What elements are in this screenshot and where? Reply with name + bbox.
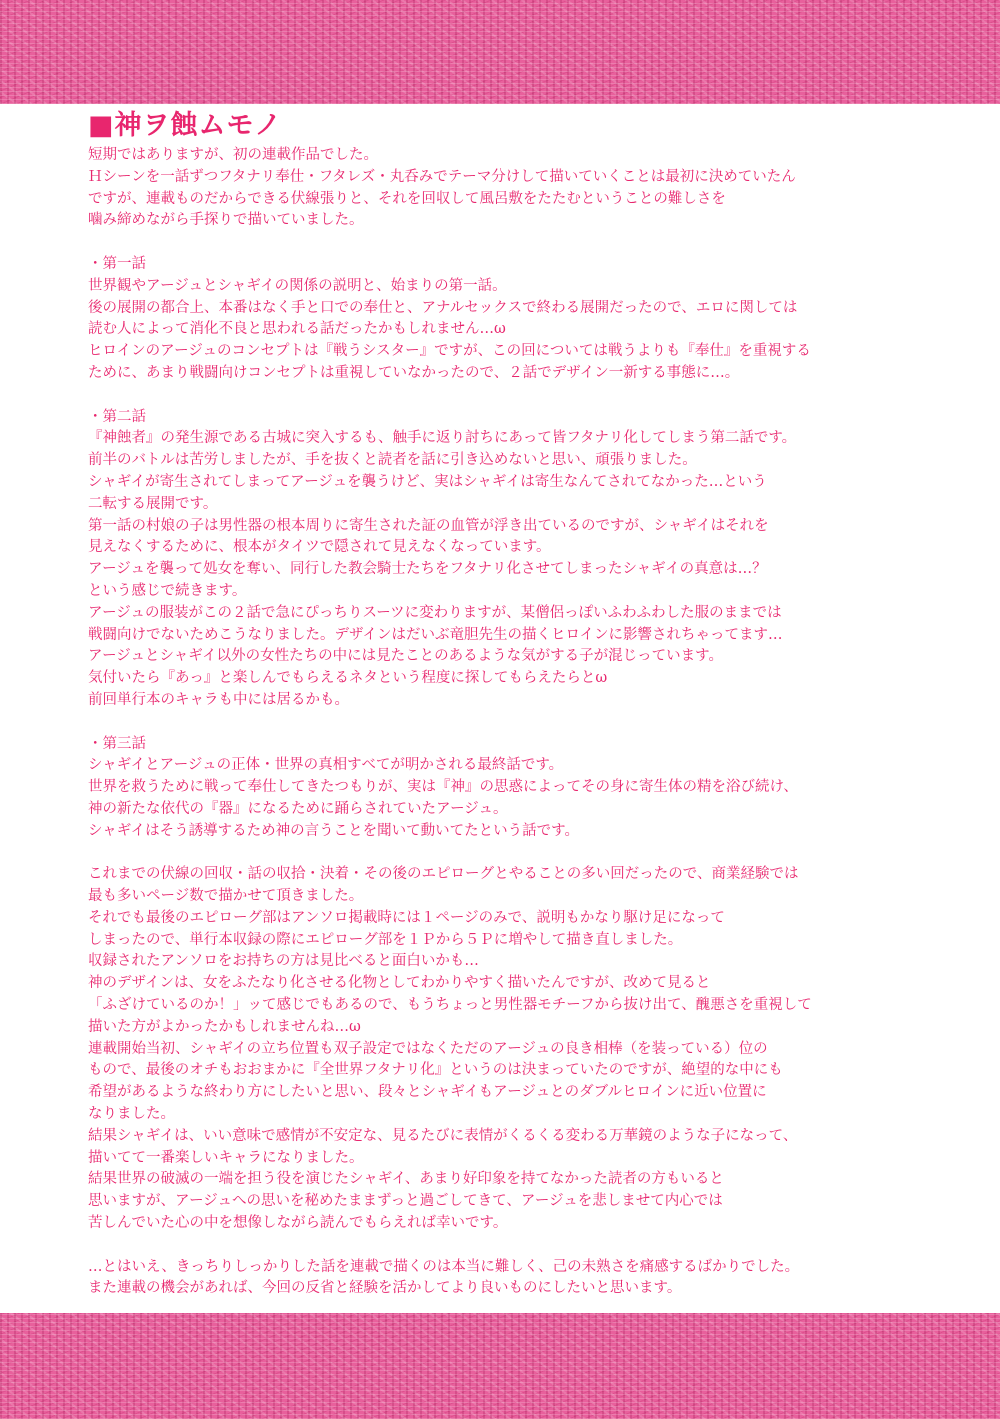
text-line: 読む人によって消化不良と思われる話だったかもしれません…ω: [88, 321, 506, 338]
section-heading: ・第三話: [88, 735, 146, 752]
text-line: アージュの服装がこの２話で急にぴっちりスーツに変わりますが、某僧侶っぽいふわふわした服のままでは: [88, 604, 782, 621]
text-line: 思いますが、アージュへの思いを秘めたままずっと過ごしてきて、アージュを悲しませて内心では: [88, 1193, 723, 1210]
text-line: …とはいえ、きっちりしっかりした話を連載で描くのは本当に難しく、己の未熟さを痛感するばかりでした。: [88, 1258, 800, 1275]
text-line: 噛み締めながら手探りで描いていました。: [88, 212, 364, 229]
text-line: 前回単行本のキャラも中には居るかも。: [88, 691, 349, 708]
text-line: アージュを襲って処女を奪い、同行した教会騎士たちをフタナリ化させてしまったシャギイの真意は…？: [88, 561, 767, 578]
text-line: 『神蝕者』の発生源である古城に突入するも、触手に返り討ちにあって皆フタナリ化してしまう第二話です。: [88, 430, 797, 447]
text-line: 気付いたら『あっ』と楽しんでもらえるネタという程度に探してもらえたらとω: [88, 670, 608, 687]
text-line: [88, 712, 928, 734]
text-line: ために、あまり戦闘向けコンセプトは重視していなかったので、２話でデザイン一新する事態に…。: [88, 364, 740, 381]
text-line: これまでの伏線の回収・話の収拾・決着・その後のエピローグとやることの多い回だったので、商業経験では: [88, 866, 799, 883]
text-line: シャギイが寄生されてしまってアージュを襲うけど、実はシャギイは寄生なんてされてなかった…という: [88, 473, 767, 490]
text-line: 苦しんでいた心の中を想像しながら読んでもらえれば幸いです。: [88, 1215, 508, 1232]
text-line: 希望があるような終わり方にしたいと思い、段々とシャギイもアージュとのダブルヒロインに近い位置に: [88, 1084, 767, 1101]
text-line: [88, 232, 928, 254]
text-line: 神の新たな依代の『器』になるために踊らされていたアージュ。: [88, 800, 508, 817]
text-line: ヒロインのアージュのコンセプトは『戦うシスター』ですが、この回については戦うよりも『奉仕』を重視する: [88, 343, 811, 360]
text-line: 神のデザインは、女をふたなり化させる化物としてわかりやすく描いたんですが、改めて見ると: [88, 975, 711, 992]
text-line: 描いた方がよかったかもしれませんね…ω: [88, 1018, 361, 1035]
text-line: [88, 385, 928, 407]
text-line: シャギイとアージュの正体・世界の真相すべてが明かされる最終話です。: [88, 757, 564, 774]
article-body: [88, 145, 928, 1300]
text-line: 連載開始当初、シャギイの立ち位置も双子設定ではなくただのアージュの良き相棒（を装っている）位の: [88, 1040, 768, 1057]
text-line: 最も多いページ数で描かせて頂きました。: [88, 888, 364, 905]
text-line: 結果シャギイは、いい意味で感情が不安定な、見るたびに表情がくるくる変わる万華鏡のような子になって、: [88, 1127, 798, 1144]
text-line: それでも最後のエピローグ部はアンソロ掲載時には１ページのみで、説明もかなり駆け足になって: [88, 909, 725, 926]
article-title: ■神ヲ蝕ムモノ: [88, 110, 283, 141]
text-line: 前半のバトルは苦労しましたが、手を抜くと読者を話に引き込めないと思い、頑張りました。: [88, 452, 697, 469]
text-line: ですが、連載ものだからできる伏線張りと、それを回収して風呂敷をたたむということの難しさを: [88, 190, 726, 207]
section-heading: ・第一話: [88, 255, 146, 272]
text-line: 二転する展開です。: [88, 495, 218, 512]
text-line: アージュとシャギイ以外の女性たちの中には見たことのあるような気がする子が混じっています。: [88, 648, 723, 665]
text-line: 描いてて一番楽しいキャラになりました。: [88, 1149, 364, 1166]
text-line: しまったので、単行本収録の際にエピローグ部を１Ｐから５Ｐに増やして描き直しました。: [88, 931, 683, 948]
text-line: という感じで続きます。: [88, 582, 247, 599]
text-line: 収録されたアンソロをお持ちの方は見比べると面白いかも…: [88, 953, 479, 970]
text-line: 世界を救うために戦って奉仕してきたつもりが、実は『神』の思惑によってその身に寄生体の精を浴び続け、: [88, 779, 798, 796]
text-line: [88, 843, 928, 865]
decorative-top-band: [0, 0, 1000, 104]
text-line: シャギイはそう誘導するため神の言うことを聞いて動いてたという話です。: [88, 822, 579, 839]
text-line: 結果世界の破滅の一端を担う役を演じたシャギイ、あまり好印象を持てなかった読者の方もいると: [88, 1171, 724, 1188]
text-line: 世界観やアージュとシャギイの関係の説明と、始まりの第一話。: [88, 277, 507, 294]
text-line: Ｈシーンを一話ずつフタナリ奉仕・フタレズ・丸呑みでテーマ分けして描いていくことは最初に決めていたん: [88, 168, 796, 185]
text-line: 第一話の村娘の子は男性器の根本周りに寄生された証の血管が浮き出ているのですが、シャギイはそれを: [88, 517, 769, 534]
text-line: なりました。: [88, 1106, 175, 1123]
text-line: 後の展開の都合上、本番はなく手と口での奉仕と、アナルセックスで終わる展開だったので、エロに関しては: [88, 299, 798, 316]
text-line: 短期ではありますが、初の連載作品でした。: [88, 147, 378, 163]
text-line: 見えなくするために、根本がタイツで隠されて見えなくなっています。: [88, 539, 551, 556]
text-line: 「ふざけているのか！」ッて感じでもあるので、もうちょっと男性器モチーフから抜け出て、醜悪さを重視して: [88, 997, 812, 1014]
text-line: もので、最後のオチもおおまかに『全世界フタナリ化』というのは決まっていたのですが、絶望的な中にも: [88, 1062, 783, 1079]
section-heading: ・第二話: [88, 408, 146, 425]
text-line: また連載の機会があれば、今回の反省と経験を活かしてより良いものにしたいと思います。: [88, 1280, 682, 1297]
decorative-bottom-band: [0, 1313, 1000, 1419]
afterword-article: [88, 110, 928, 1300]
text-line: [88, 1235, 928, 1257]
text-line: 戦闘向けでないためこうなりました。デザインはだいぶ竜胆先生の描くヒロインに影響されちゃってます…: [88, 626, 783, 643]
